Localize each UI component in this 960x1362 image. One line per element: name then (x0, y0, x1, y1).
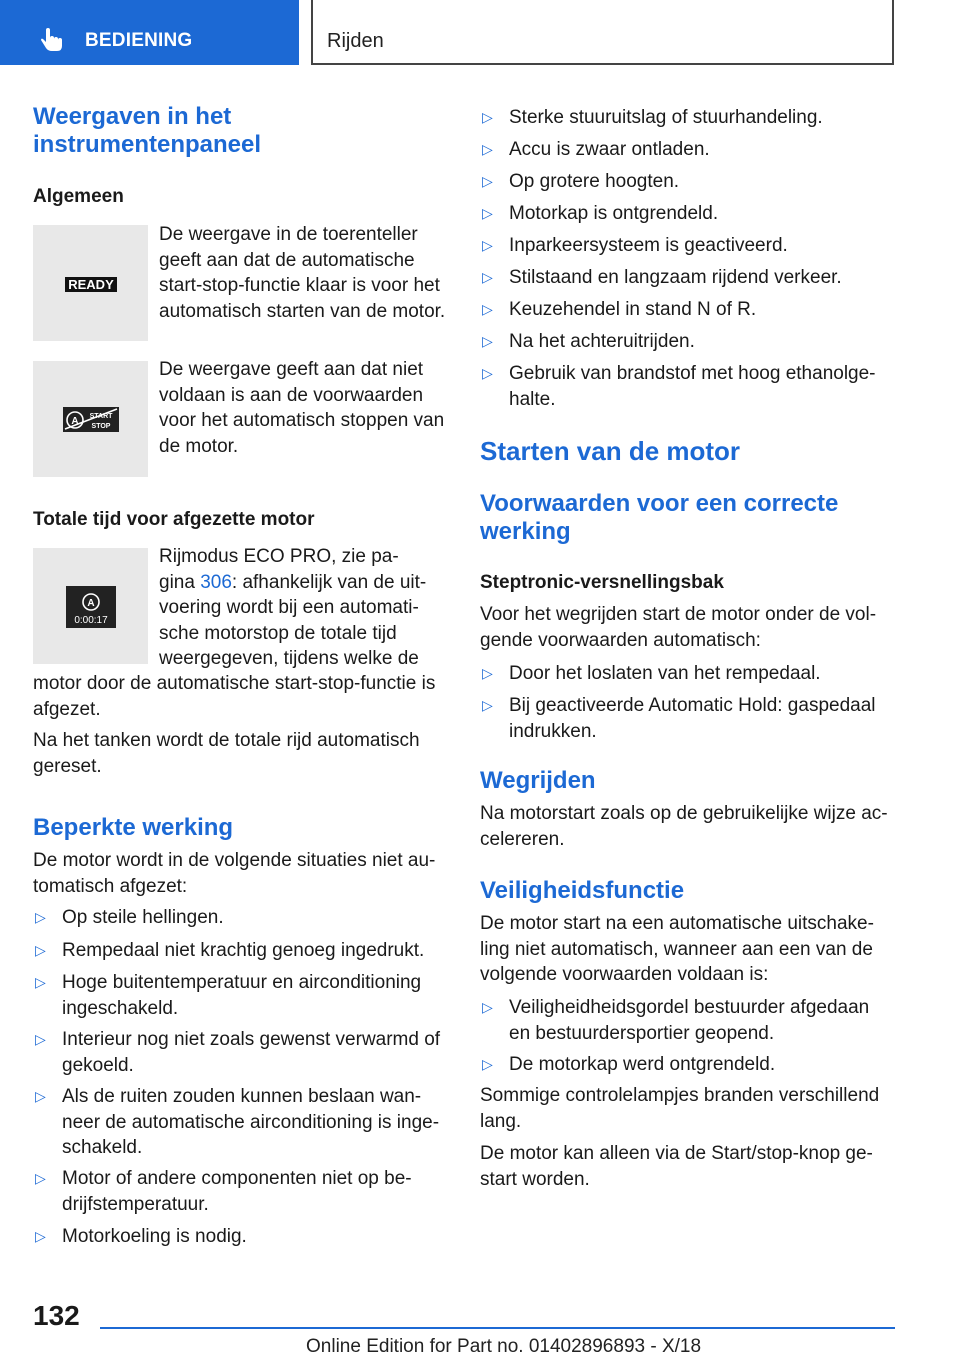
triangle-bullet-icon: ▷ (35, 1031, 46, 1047)
triangle-bullet-icon: ▷ (35, 1228, 46, 1244)
triangle-bullet-icon: ▷ (482, 301, 493, 317)
triangle-bullet-icon: ▷ (482, 237, 493, 253)
total-time-text (159, 544, 449, 672)
footer-edition: Online Edition for Part no. 01402896893 - X/18 (306, 1336, 702, 1357)
page-number: 132 (33, 1300, 80, 1331)
stop-label: STOP (91, 423, 111, 430)
auto-start-stop-icon (33, 361, 148, 477)
list-item: ▷ Motorkap is ontgrendeld. (480, 201, 895, 227)
total-time-cont: motor door de automatische start-stop-functie is afgezet. (33, 673, 436, 720)
ready-indicator-icon (33, 225, 148, 341)
start-label: START (89, 413, 113, 420)
limited-intro: De motor wordt in de volgende situaties niet au-tomatisch afgezet: (33, 850, 436, 897)
list-item: ▷ Accu is zwaar ontladen. (480, 137, 895, 163)
reset-text: Na het tanken wordt de totale rijd automatisch gereset. (33, 730, 420, 777)
svg-text:A: A (71, 416, 79, 427)
stop-display-image (33, 361, 148, 477)
general-text: De weergave in de toerenteller geeft aan dat de automatische start-stop-functie klaar is voor het automatisch starten van de motor. (159, 224, 446, 322)
section-title: BEDIENING (85, 30, 193, 51)
timer-display-image (33, 548, 148, 664)
heading-general: Algemeen (33, 186, 124, 207)
list-item: ▷ Gebruik van brandstof met hoog ethanolge-halte. (482, 363, 876, 410)
heading-safety: Veiligheidsfunctie (480, 877, 685, 904)
total-time-gina: gina (159, 571, 195, 593)
triangle-bullet-icon: ▷ (482, 205, 493, 221)
triangle-bullet-icon: ▷ (482, 697, 493, 713)
svg-text:A: A (87, 598, 95, 609)
total-time-line-2 (159, 570, 449, 596)
triangle-bullet-icon: ▷ (482, 1056, 493, 1072)
total-time-line-5: weergegeven, tijdens welke de (159, 648, 419, 669)
triangle-bullet-icon: ▷ (35, 974, 46, 990)
steptronic-text: Voor het wegrijden start de motor onder de vol-gende voorwaarden automatisch: (480, 604, 877, 651)
total-time-line-4: sche motorstop de totale tijd (159, 622, 397, 644)
safety-text: De motor start na een automatische uitschake-ling niet automatisch, wanneer aan een van de volgende voorwaarden voldaan is: (480, 913, 874, 985)
chapter-header (311, 0, 894, 65)
list-item: ▷ Keuzehendel in stand N of R. (480, 297, 895, 323)
triangle-bullet-icon: ▷ (35, 942, 46, 958)
triangle-bullet-icon: ▷ (35, 1088, 46, 1104)
list-item: ▷ Als de ruiten zouden kunnen beslaan wan-neer de automatische airconditioning is inge-schakeld. (35, 1086, 440, 1158)
list-item: ▷ Na het achteruitrijden. (480, 329, 895, 355)
heading-start: Starten van de motor (480, 436, 741, 466)
ready-label: READY (68, 277, 114, 292)
list-item: ▷ Motor of andere componenten niet op be-drijfstemperatuur. (35, 1168, 412, 1215)
triangle-bullet-icon: ▷ (482, 333, 493, 349)
heading-steptronic: Steptronic-versnellingsbak (480, 572, 724, 593)
driveoff-text: Na motorstart zoals op de gebruikelijke wijze ac-celereren. (480, 803, 888, 850)
heading-limited: Beperkte werking (33, 814, 234, 841)
triangle-bullet-icon: ▷ (482, 999, 493, 1015)
list-item: ▷ Op grotere hoogten. (480, 169, 895, 195)
list-item: ▷ Door het loslaten van het rempedaal. (480, 661, 895, 687)
list-item: ▷ Veiligheidheidsgordel bestuurder afgedaan en bestuurdersportier geopend. (482, 997, 870, 1044)
page-link-306[interactable]: 306 (200, 571, 232, 593)
list-item: ▷ Rempedaal niet krachtig genoeg ingedrukt. (33, 938, 451, 964)
total-time-rest: : afhankelijk van de uit- (231, 571, 427, 593)
list-item: ▷ De motorkap werd ontgrendeld. (480, 1052, 895, 1078)
total-time-line-1: Rijmodus ECO PRO, zie pa- (159, 546, 399, 567)
triangle-bullet-icon: ▷ (35, 909, 46, 925)
list-item: ▷ Inparkeersysteem is geactiveerd. (480, 233, 895, 259)
triangle-bullet-icon: ▷ (482, 109, 493, 125)
ready-display-image (33, 225, 148, 341)
footer-divider (100, 1327, 895, 1329)
chapter-title: Rijden (327, 30, 384, 52)
triangle-bullet-icon: ▷ (482, 365, 493, 381)
section-tab[interactable] (0, 0, 299, 65)
button-text: De motor kan alleen via de Start/stop-knop ge-start worden. (480, 1143, 873, 1190)
heading-conditions: Voorwaarden voor een correcte werking (480, 490, 839, 545)
list-item: ▷ Stilstaand en langzaam rijdend verkeer. (480, 265, 895, 291)
heading-display: Weergaven in het instrumentenpaneel (33, 103, 262, 158)
total-time-line-3: voering wordt bij een automati- (159, 597, 419, 618)
heading-total-time: Totale tijd voor afgezette motor (33, 509, 315, 530)
list-item: ▷ Hoge buitentemperatuur en airconditioning ingeschakeld. (35, 972, 422, 1019)
stop-timer-icon (33, 548, 148, 664)
triangle-bullet-icon: ▷ (482, 141, 493, 157)
timer-label: 0:00:17 (74, 615, 108, 626)
hand-pointer-icon (40, 27, 66, 53)
list-item: ▷ Sterke stuuruitslag of stuurhandeling. (480, 105, 895, 131)
triangle-bullet-icon: ▷ (482, 665, 493, 681)
heading-driveoff: Wegrijden (480, 767, 596, 794)
triangle-bullet-icon: ▷ (482, 173, 493, 189)
list-item: ▷ Interieur nog niet zoals gewenst verwarmd of gekoeld. (35, 1029, 441, 1076)
list-item: ▷ Bij geactiveerde Automatic Hold: gaspedaal indrukken. (482, 695, 876, 742)
triangle-bullet-icon: ▷ (482, 269, 493, 285)
list-item: ▷ Motorkoeling is nodig. (33, 1224, 451, 1250)
list-item: ▷ Op steile hellingen. (33, 905, 451, 931)
lamps-text: Sommige controlelampjes branden verschillend lang. (480, 1085, 880, 1132)
not-ready-text: De weergave geeft aan dat niet voldaan is aan de voorwaarden voor het automatisch stoppen van de motor. (159, 359, 445, 457)
triangle-bullet-icon: ▷ (35, 1170, 46, 1186)
